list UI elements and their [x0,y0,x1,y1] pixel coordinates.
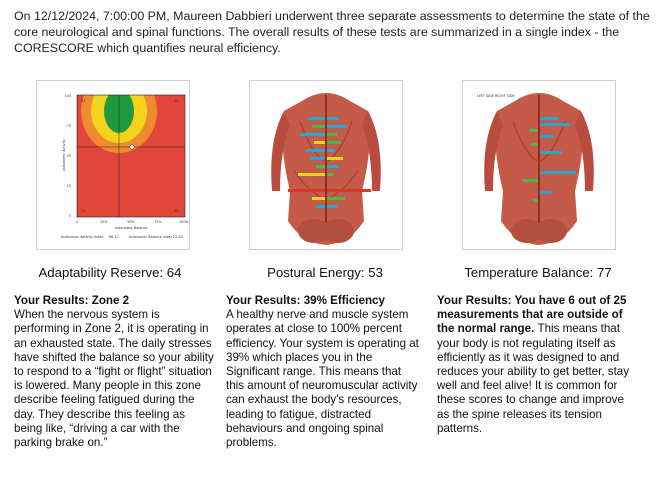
temperature-balance-title: Temperature Balance: 77 [464,265,612,280]
y-tick: 25 [66,184,71,188]
adaptability-zone-chart [36,80,190,250]
x-tick: 25% [100,220,108,224]
adaptability-results [14,294,214,450]
temperature-balance-image [462,80,616,250]
x-tick: 100% [179,220,189,224]
intro-paragraph: On 12/12/2024, 7:00:00 PM, Maureen Dabbieri underwent three separate assessments to determine the state of the core neurological and spinal functions. The overall results of these tests are summarized in a single index - the CORESCORE which quantifies neural efficiency. [14,9,650,55]
postural-energy-image [249,80,403,250]
y-tick: 0 [68,214,71,218]
adaptability-result-heading: Your Results: Zone 2 [14,294,130,307]
quadrant-z3: Z3 [81,209,86,213]
adaptability-result-body: When the nervous system is performing in Zone 2, it is operating in an exhausted state. The daily stresses have shifted the balance so your ability to respond to a “fight or flight” situation is lowered. Many people in this zone describe feeling fatigued during the day. They describe this feeling as being like, “driving a car with the parking brake on.” [14,308,214,450]
postural-energy-result-body: A healthy nerve and muscle system operates at close to 100% percent efficiency. Your system is operating at 39% which places you in the Significant range. This means that this amount of neuromuscular activity can exhaust the body's resources, leading to fatigue, distracted behaviours and ongoing spinal problems. [226,308,419,450]
postural-energy-results [226,294,422,450]
footer-activity-value: 68.17 [109,235,119,239]
footer-balance-label: Autonomic Balance Index [129,235,173,239]
y-tick: 100 [64,94,71,98]
quadrant-z1: Z1 [81,99,86,103]
temperature-balance-result-body: This means that your body is not regulating itself as efficiently as it was designed to and reduces your ability to get better, stay well and feel alive! It is common for these scores to change and improve as the spine releases its tension patterns. [437,322,630,435]
adaptability-title: Adaptability Reserve: 64 [38,265,182,280]
y-tick: 75 [66,124,71,128]
temperature-balance-result-heading: Your Results: You have 6 out of 25 measurements that are outside of the normal range. [437,294,627,336]
x-tick: 0 [75,220,79,224]
thermal-side-label: LEFT SIDE RIGHT SIDE [477,94,515,98]
y-tick: 50 [66,154,71,158]
quadrant-z2: Z2 [174,99,179,103]
quadrant-z4: Z4 [174,209,179,213]
result-marker [130,145,134,149]
footer-activity-label: Autonomic Activity Index [61,235,104,239]
postural-energy-result-heading: Your Results: 39% Efficiency [226,294,385,307]
x-tick: 75% [154,220,162,224]
footer-balance-value: 22.29 [173,235,183,239]
y-axis-label: Autonomic Activity [62,139,66,171]
temperature-balance-results [437,294,633,436]
x-axis-label: Autonomic Balance [114,226,148,230]
x-tick: 50% [127,220,135,224]
postural-energy-title: Postural Energy: 53 [267,265,383,280]
